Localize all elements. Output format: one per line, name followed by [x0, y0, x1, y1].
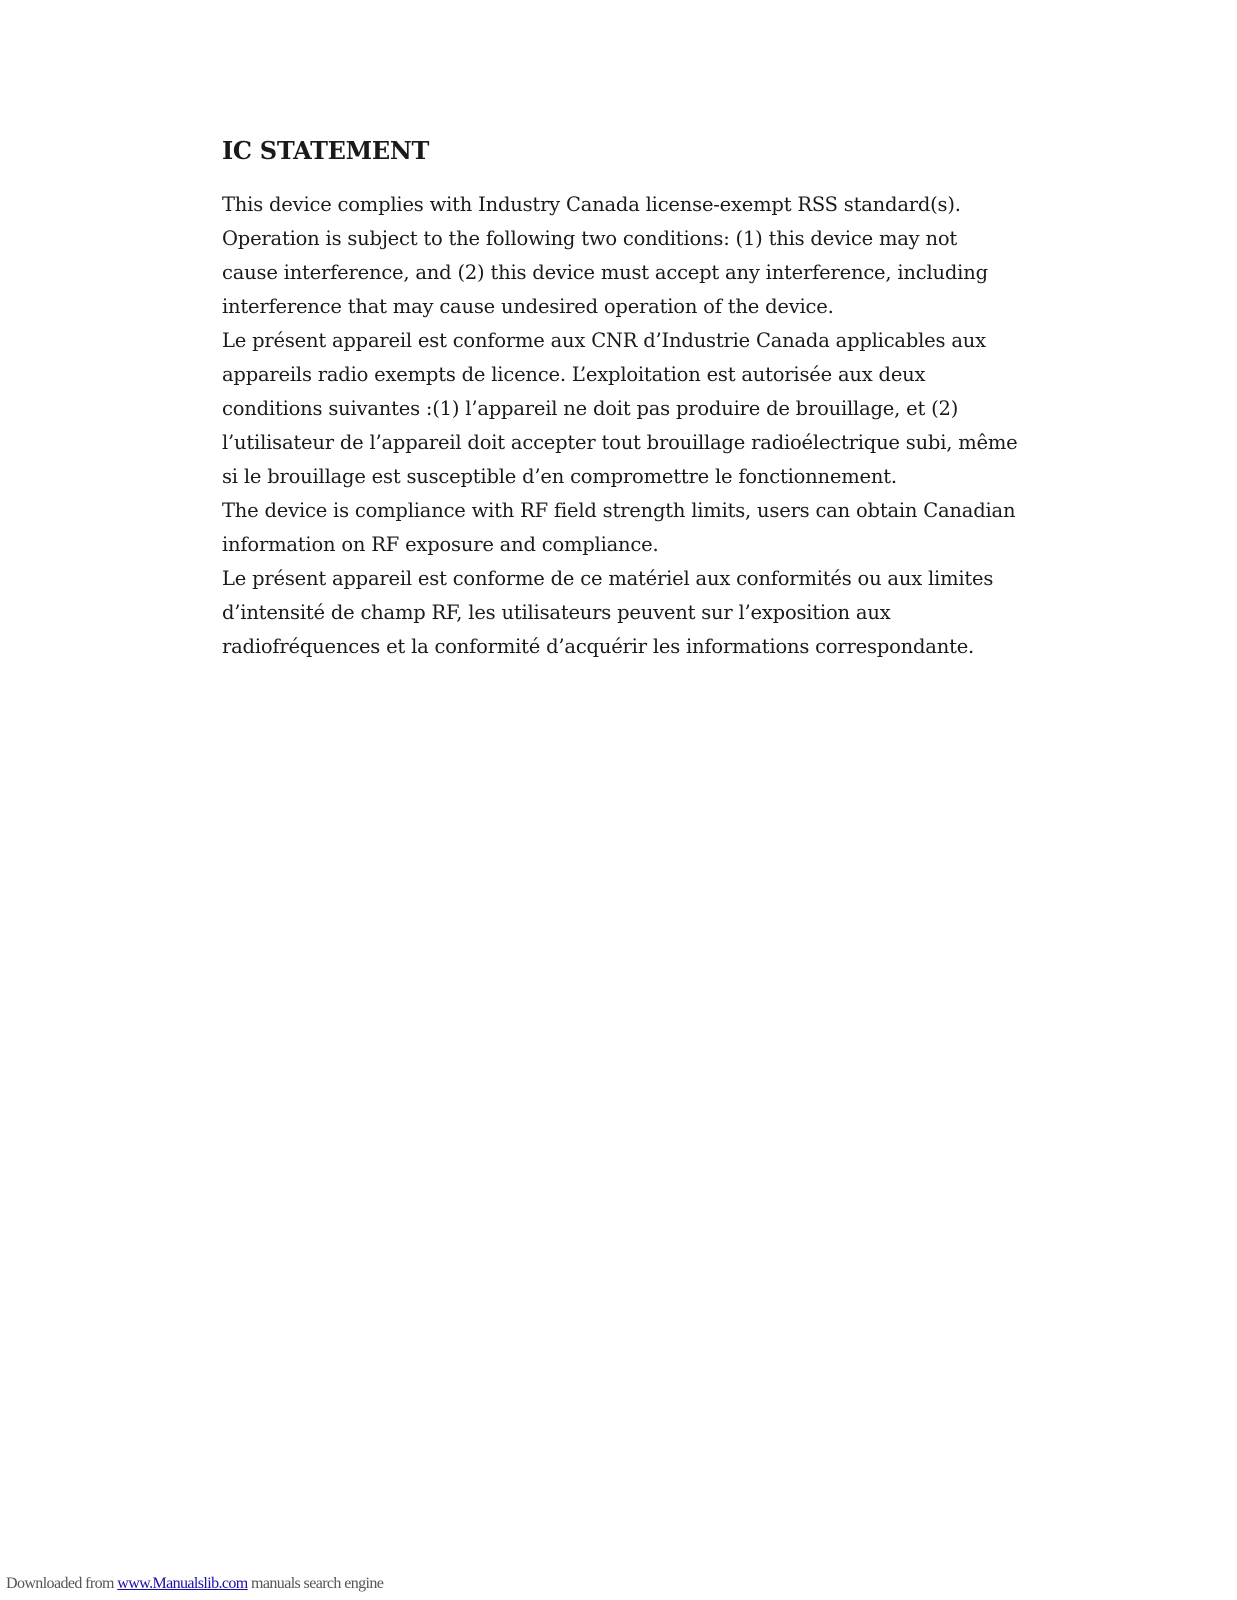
statement-line: This device complies with Industry Canada license-exempt RSS standard(s). [222, 193, 961, 216]
statement-line: Operation is subject to the following two conditions: (1) this device may not [222, 227, 958, 250]
statement-line: radiofréquences et la conformité d’acquérir les informations correspondante. [222, 635, 975, 658]
manualslib-link[interactable]: www.Manualslib.com [117, 1575, 248, 1592]
statement-line: d’intensité de champ RF, les utilisateurs peuvent sur l’exposition aux [222, 601, 891, 624]
statement-line: conditions suivantes :(1) l’appareil ne doit pas produire de brouillage, et (2) [222, 397, 959, 420]
page-title: IC STATEMENT [222, 136, 430, 165]
statement-line: l’utilisateur de l’appareil doit accepter tout brouillage radioélectrique subi, même [222, 431, 1018, 454]
statement-line: interference that may cause undesired operation of the device. [222, 295, 834, 318]
footer-prefix: Downloaded from [6, 1575, 118, 1592]
statement-line: Le présent appareil est conforme aux CNR d’Industrie Canada applicables aux [222, 329, 986, 352]
statement-line: Le présent appareil est conforme de ce matériel aux conformités ou aux limites [222, 567, 994, 590]
download-footer [6, 1574, 383, 1594]
document-body [222, 136, 1022, 664]
statement-line: si le brouillage est susceptible d’en compromettre le fonctionnement. [222, 465, 897, 488]
statement-line: cause interference, and (2) this device must accept any interference, including [222, 261, 988, 284]
statement-line: information on RF exposure and compliance. [222, 533, 659, 556]
statement-line: appareils radio exempts de licence. L’exploitation est autorisée aux deux [222, 363, 926, 386]
statement-line: The device is compliance with RF field strength limits, users can obtain Canadian [222, 499, 1016, 522]
footer-suffix: manuals search engine [247, 1575, 384, 1592]
